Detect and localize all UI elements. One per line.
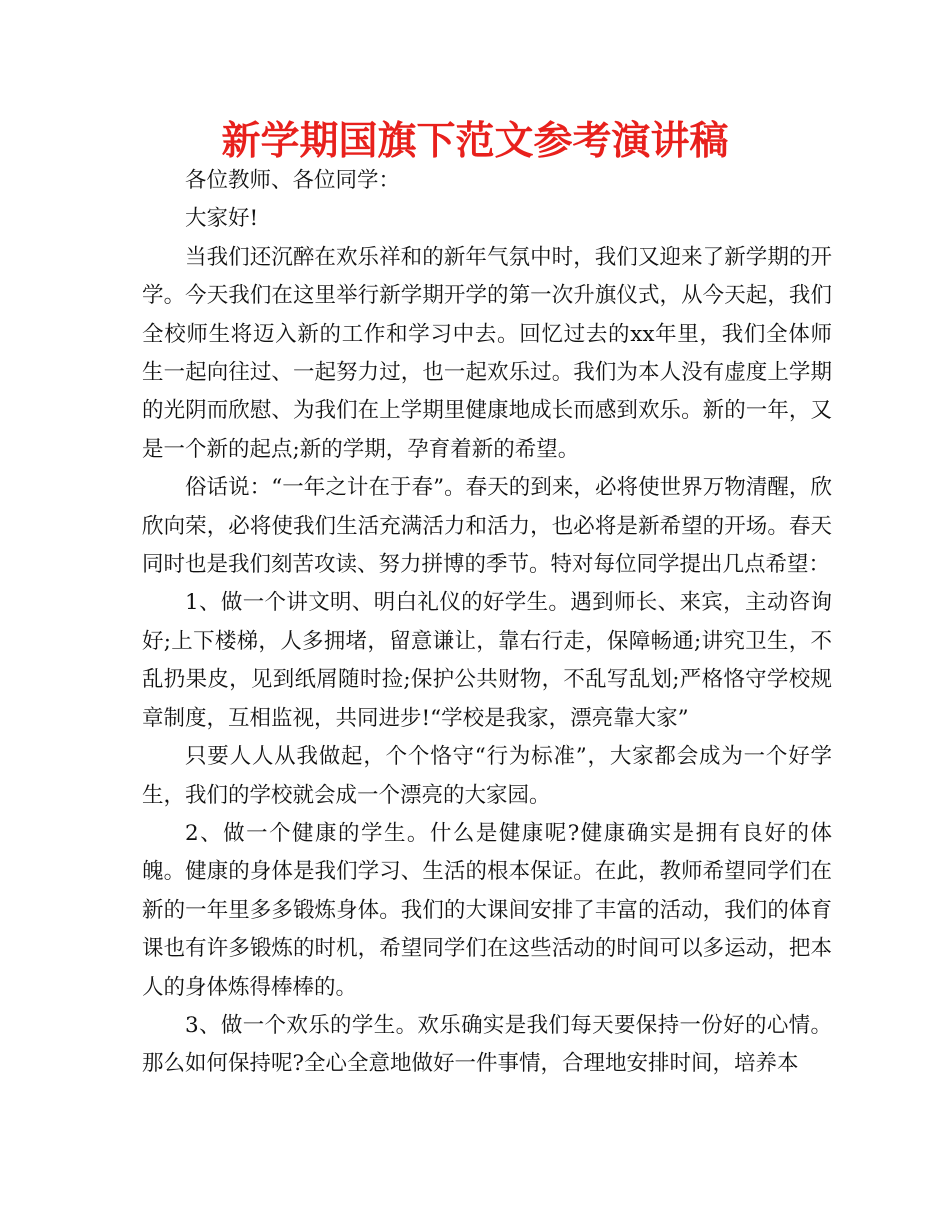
paragraph: 3、做一个欢乐的学生。欢乐确实是我们每天要保持一份好的心情。那么如何保持呢?全心全意地做好一件事情，合理地安排时间，培养本 xyxy=(142,1012,832,1077)
paragraph: 只要人人从我做起，个个恪守“行为标准”，大家都会成为一个好学生，我们的学校就会成一个漂亮的大家园。 xyxy=(142,744,832,808)
paragraph: 俗话说：“一年之计在于春”。春天的到来，必将使世界万物清醒，欣欣向荣，必将使我们生活充满活力和活力，也必将是新希望的开场。春天同时也是我们刻苦攻读、努力拼博的季节。特对每位同学提出几点希望： xyxy=(142,475,832,578)
hello-paragraph: 大家好! xyxy=(185,206,259,232)
document-body xyxy=(142,162,832,1084)
greeting-paragraph: 各位教师、各位同学： xyxy=(185,168,401,193)
paragraph: 当我们还沉醉在欢乐祥和的新年气氛中时，我们又迎来了新学期的开学。今天我们在这里举行新学期开学的第一次升旗仪式，从今天起，我们全校师生将迈入新的工作和学习中去。回忆过去的xx年里，我们全体师生一起向往过、一起努力过，也一起欢乐过。我们为本人没有虚度上学期的光阴而欣慰、为我们在上学期里健康地成长而感到欢乐。新的一年，又是一个新的起点;新的学期，孕育着新的希望。 xyxy=(142,244,832,462)
paragraph: 2、做一个健康的学生。什么是健康呢?健康确实是拥有良好的体魄。健康的身体是我们学习、生活的根本保证。在此，教师希望同学们在新的一年里多多锻炼身体。我们的大课间安排了丰富的活动，我们的体育课也有许多锻炼的时机，希望同学们在这些活动的时间可以多运动，把本人的身体炼得棒棒的。 xyxy=(142,820,832,1000)
paragraph: 1、做一个讲文明、明白礼仪的好学生。遇到师长、来宾，主动咨询好;上下楼梯，人多拥堵，留意谦让，靠右行走，保障畅通;讲究卫生，不乱扔果皮，见到纸屑随时捡;保护公共财物，不乱写乱划;严格恪守学校规章制度，互相监视，共同进步!“学校是我家，漂亮靠大家” xyxy=(142,590,832,731)
document-title: 新学期国旗下范文参考演讲稿 xyxy=(221,119,729,164)
